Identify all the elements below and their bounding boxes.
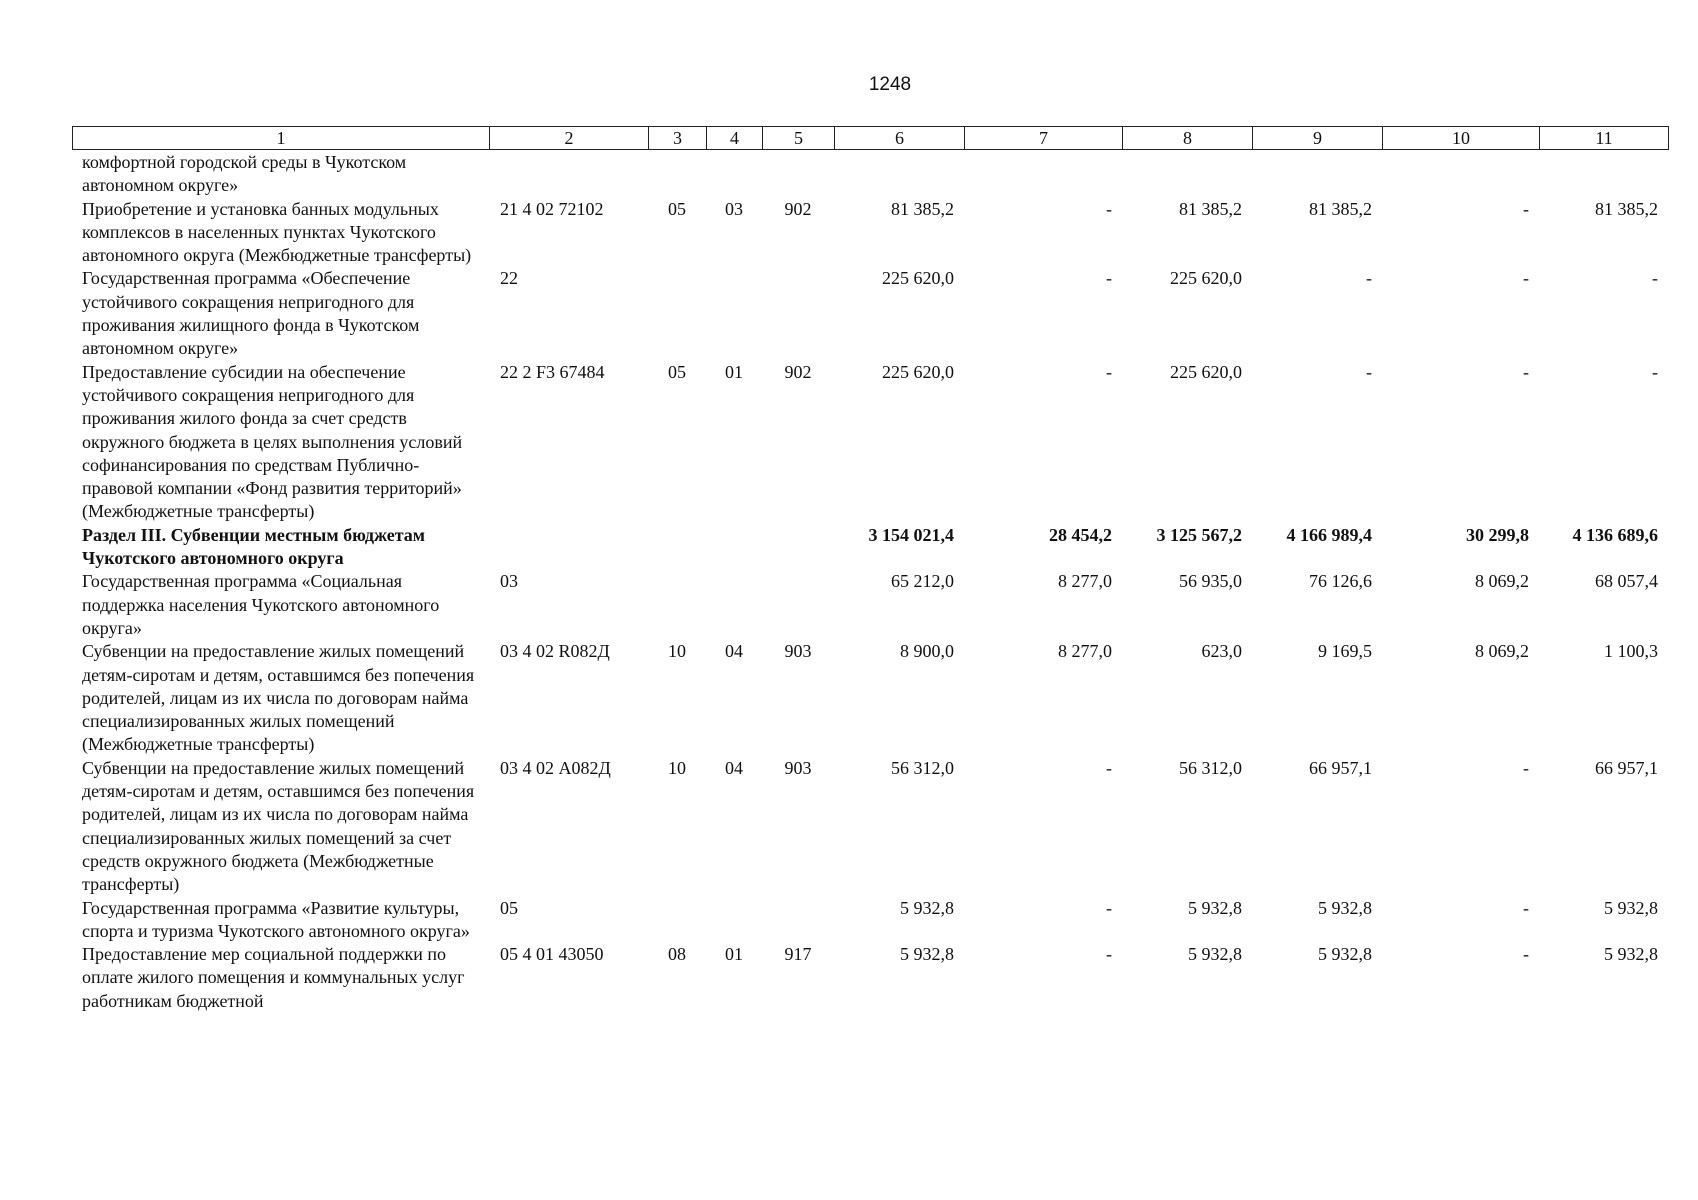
cell-section (648, 570, 706, 640)
cell-amount: 225 620,0 (1170, 268, 1242, 289)
cell-name: Предоставление субсидии на обеспечение устойчивого сокращения непригодного для проживания жилого фонда за счет средств окружного бюджета в целях выполнения условий софинансирования по средствам Публично-правовой компании «Фонд развития территорий» (Межбюджетные трансферты) (82, 361, 463, 522)
table-row (72, 640, 1668, 756)
cell-amount: - (1106, 268, 1112, 289)
cell-amount: - (1366, 268, 1372, 289)
cell-amount: 225 620,0 (882, 361, 954, 382)
cell-amount (834, 151, 964, 198)
cell-section (648, 524, 706, 571)
cell-amount: - (1523, 198, 1529, 219)
cell-amount (1122, 151, 1252, 198)
cell-department: 902 (784, 361, 812, 382)
cell-amount: 9 169,5 (1318, 641, 1372, 662)
cell-amount: 66 957,1 (1309, 757, 1372, 778)
table-row (72, 943, 1668, 1013)
cell-amount: - (1523, 757, 1529, 778)
cell-department: 903 (784, 757, 812, 778)
cell-amount: - (1523, 268, 1529, 289)
cell-section: 10 (668, 757, 686, 778)
cell-section: 05 (668, 361, 686, 382)
column-header: 4 (707, 127, 763, 150)
cell-name: Государственная программа «Социальная поддержка населения Чукотского автономного округа» (82, 571, 440, 638)
cell-amount: 81 385,2 (1309, 198, 1372, 219)
cell-amount: 8 277,0 (1058, 641, 1112, 662)
cell-section (648, 267, 706, 360)
table-body (72, 151, 1668, 1013)
cell-subsection (706, 151, 762, 198)
cell-amount: 8 900,0 (900, 641, 954, 662)
cell-code: 21 4 02 72102 (500, 198, 604, 219)
cell-name: комфортной городской среды в Чукотском автономном округе» (82, 152, 407, 196)
column-header: 7 (965, 127, 1123, 150)
column-header: 1 (73, 127, 490, 150)
cell-name: Государственная программа «Развитие культуры, спорта и туризма Чукотского автономного округа» (82, 897, 470, 941)
column-header-row (73, 127, 1669, 150)
table-row (72, 198, 1668, 268)
cell-amount: - (1652, 361, 1658, 382)
cell-code: 03 4 02 R082Д (500, 641, 610, 662)
cell-subsection: 04 (725, 641, 743, 662)
cell-amount: 4 166 989,4 (1286, 524, 1372, 545)
cell-amount: 5 932,8 (1318, 944, 1372, 965)
cell-amount: 5 932,8 (900, 897, 954, 918)
column-header: 8 (1123, 127, 1253, 150)
cell-amount: 30 299,8 (1466, 524, 1529, 545)
cell-amount: 5 932,8 (1188, 897, 1242, 918)
cell-code (489, 151, 648, 198)
cell-amount: - (1523, 897, 1529, 918)
cell-amount: 28 454,2 (1049, 524, 1112, 545)
cell-amount: 225 620,0 (1170, 361, 1242, 382)
cell-code: 03 4 02 А082Д (500, 757, 611, 778)
cell-amount: - (1523, 361, 1529, 382)
cell-amount: 56 312,0 (891, 757, 954, 778)
cell-amount: 5 932,8 (1318, 897, 1372, 918)
cell-section (648, 151, 706, 198)
cell-department: 903 (784, 641, 812, 662)
cell-name: Государственная программа «Обеспечение устойчивого сокращения непригодного для проживания жилищного фонда в Чукотском автономном округе» (82, 268, 420, 359)
column-header-table (72, 126, 1669, 150)
cell-amount: 3 125 567,2 (1156, 524, 1242, 545)
column-header: 9 (1253, 127, 1383, 150)
cell-subsection: 04 (725, 757, 743, 778)
cell-amount: 76 126,6 (1309, 571, 1372, 592)
cell-name: Субвенции на предоставление жилых помещений детям-сиротам и детям, оставшимся без попечения родителей, лицам из их числа по договорам найма специализированных жилых помещений за счет средств окружного бюджета (Межбюджетные трансферты) (82, 757, 475, 895)
cell-amount (964, 151, 1122, 198)
cell-amount: 5 932,8 (900, 944, 954, 965)
cell-amount: - (1106, 944, 1112, 965)
cell-amount: 3 154 021,4 (868, 524, 954, 545)
cell-amount (1252, 151, 1382, 198)
cell-code: 22 (500, 268, 518, 289)
cell-amount: 4 136 689,6 (1572, 524, 1658, 545)
table-row (72, 151, 1668, 198)
cell-amount: - (1106, 198, 1112, 219)
cell-amount: 68 057,4 (1595, 571, 1658, 592)
table-row (72, 361, 1668, 524)
cell-department: 902 (784, 198, 812, 219)
cell-amount: 5 932,8 (1188, 944, 1242, 965)
cell-section: 10 (668, 641, 686, 662)
cell-subsection (706, 897, 762, 944)
column-header: 10 (1383, 127, 1540, 150)
cell-subsection (706, 267, 762, 360)
cell-amount: 56 312,0 (1179, 757, 1242, 778)
cell-name: Раздел III. Субвенции местным бюджетам Чукотского автономного округа (82, 524, 426, 569)
column-header: 5 (763, 127, 835, 150)
cell-amount: 623,0 (1201, 641, 1242, 662)
cell-amount: - (1106, 757, 1112, 778)
cell-amount: 66 957,1 (1595, 757, 1658, 778)
cell-amount: - (1652, 268, 1658, 289)
cell-amount: - (1523, 944, 1529, 965)
cell-amount: - (1106, 361, 1112, 382)
cell-amount: 8 069,2 (1475, 571, 1529, 592)
budget-table (72, 151, 1668, 1013)
column-header: 11 (1540, 127, 1669, 150)
table-row (72, 757, 1668, 897)
cell-department (762, 524, 834, 571)
column-header: 6 (835, 127, 965, 150)
column-header: 2 (490, 127, 649, 150)
cell-amount: 81 385,2 (891, 198, 954, 219)
cell-amount: - (1366, 361, 1372, 382)
cell-subsection: 01 (725, 361, 743, 382)
cell-subsection (706, 524, 762, 571)
cell-amount: 8 277,0 (1058, 571, 1112, 592)
cell-code: 05 (500, 897, 518, 918)
cell-code: 05 4 01 43050 (500, 944, 604, 965)
cell-department: 917 (784, 944, 812, 965)
cell-department (762, 151, 834, 198)
cell-code: 22 2 F3 67484 (500, 361, 605, 382)
cell-subsection (706, 570, 762, 640)
cell-subsection: 01 (725, 944, 743, 965)
cell-amount: 5 932,8 (1604, 897, 1658, 918)
cell-amount: 225 620,0 (882, 268, 954, 289)
cell-section (648, 897, 706, 944)
column-header: 3 (649, 127, 707, 150)
cell-name: Предоставление мер социальной поддержки по оплате жилого помещения и коммунальных услуг работникам бюджетной (82, 944, 465, 1011)
page-number: 1248 (868, 74, 912, 95)
cell-name: Приобретение и установка банных модульных комплексов в населенных пунктах Чукотского автономного округа (Межбюджетные трансферты) (82, 198, 472, 266)
cell-code (489, 524, 648, 571)
cell-department (762, 897, 834, 944)
cell-amount: 8 069,2 (1475, 641, 1529, 662)
cell-department (762, 267, 834, 360)
cell-section: 08 (668, 944, 686, 965)
cell-department (762, 570, 834, 640)
cell-amount: - (1106, 897, 1112, 918)
table-row (72, 570, 1668, 640)
cell-amount (1382, 151, 1539, 198)
cell-code: 03 (500, 571, 518, 592)
table-row (72, 524, 1668, 571)
table-row (72, 897, 1668, 944)
cell-amount: 81 385,2 (1179, 198, 1242, 219)
cell-amount: 56 935,0 (1179, 571, 1242, 592)
cell-subsection: 03 (725, 198, 743, 219)
cell-amount: 1 100,3 (1604, 641, 1658, 662)
cell-amount (1539, 151, 1668, 198)
table-row (72, 267, 1668, 360)
cell-section: 05 (668, 198, 686, 219)
cell-name: Субвенции на предоставление жилых помещений детям-сиротам и детям, оставшимся без попечения родителей, лицам из их числа по договорам найма специализированных жилых помещений (Межбюджетные трансферты) (82, 641, 475, 755)
cell-amount: 5 932,8 (1604, 944, 1658, 965)
cell-amount: 81 385,2 (1595, 198, 1658, 219)
cell-amount: 65 212,0 (891, 571, 954, 592)
